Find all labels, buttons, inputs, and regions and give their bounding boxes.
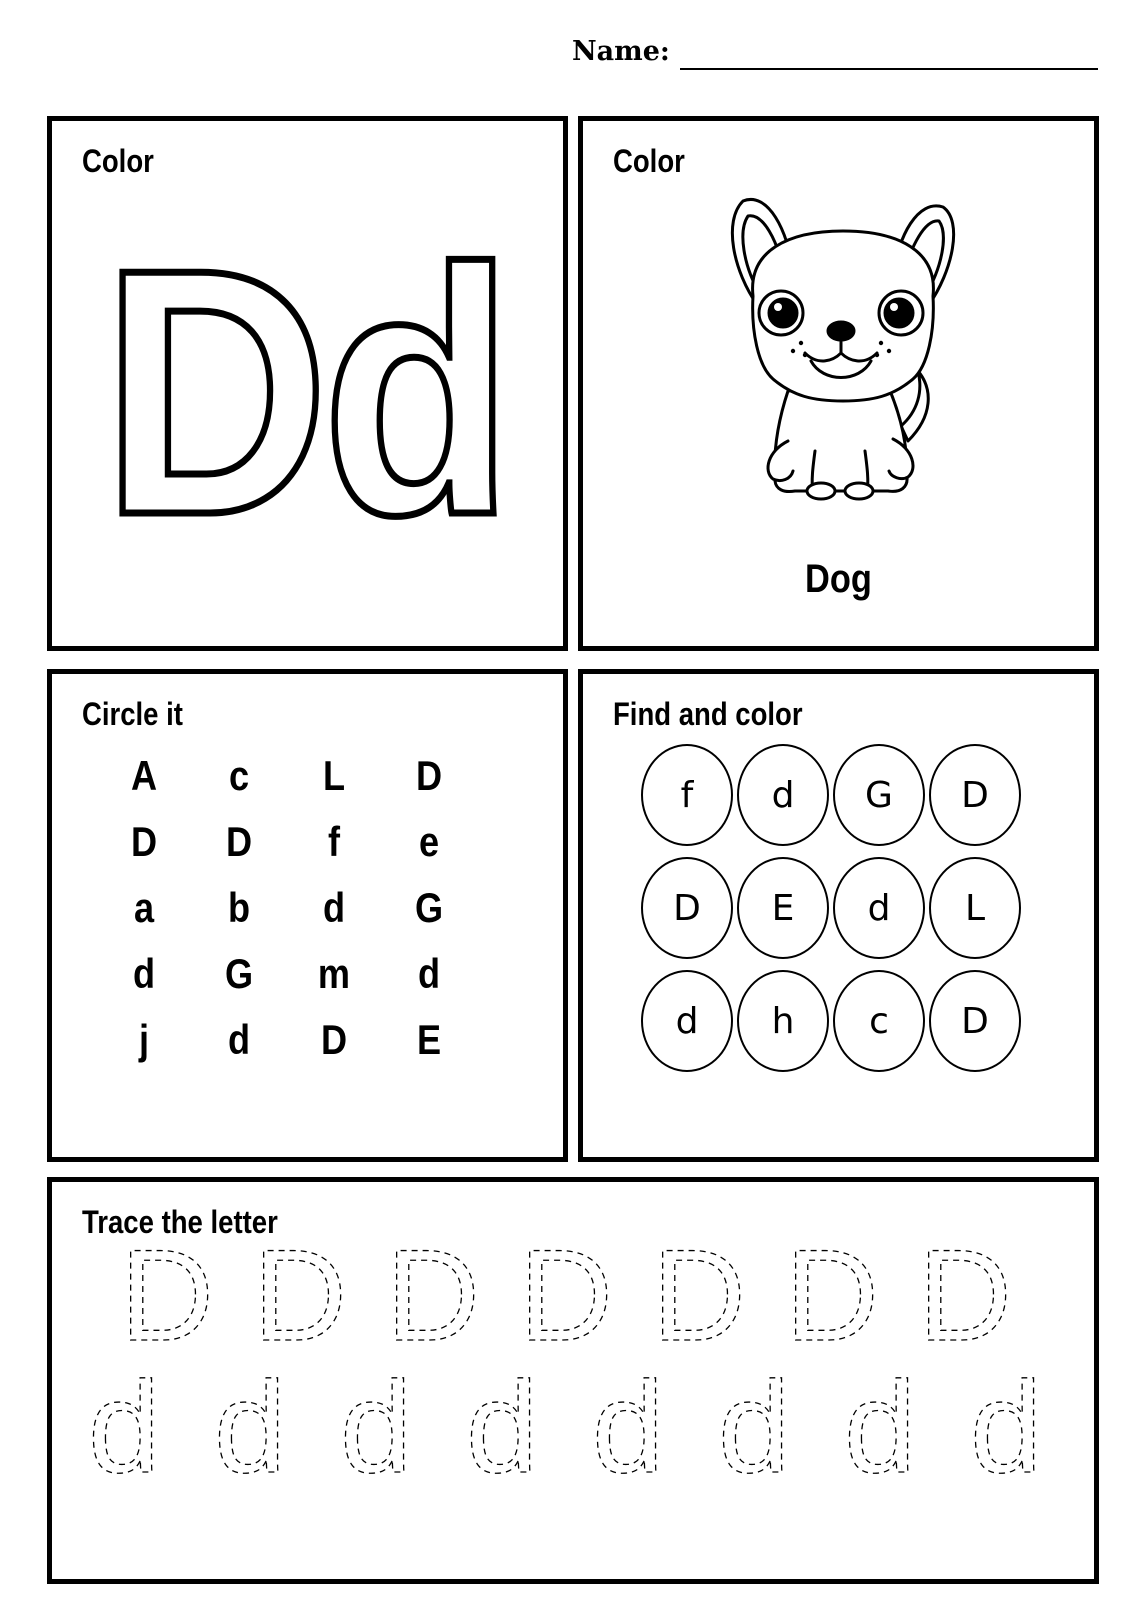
letter-bubble[interactable]: D bbox=[641, 857, 733, 959]
trace-lowercase-letter[interactable]: d bbox=[970, 1354, 1043, 1500]
circle-it-letter[interactable]: d bbox=[322, 884, 346, 931]
color-picture-title: Color bbox=[613, 143, 685, 179]
letter-bubble[interactable]: f bbox=[641, 744, 733, 846]
trace-uppercase-letter[interactable]: D bbox=[386, 1222, 480, 1368]
letter-bubble[interactable]: E bbox=[737, 857, 829, 959]
circle-it-letter[interactable]: f bbox=[327, 818, 341, 865]
name-label: Name: bbox=[572, 36, 670, 67]
trace-uppercase-letter[interactable]: D bbox=[120, 1222, 214, 1368]
trace-lowercase-letter[interactable]: d bbox=[718, 1354, 791, 1500]
trace-uppercase-letter[interactable]: D bbox=[918, 1222, 1012, 1368]
color-picture-panel bbox=[578, 116, 1099, 651]
trace-uppercase-letter[interactable]: D bbox=[652, 1222, 746, 1368]
circle-it-letter[interactable]: D bbox=[225, 818, 253, 865]
letter-bubble[interactable]: c bbox=[833, 970, 925, 1072]
circle-it-letter[interactable]: b bbox=[227, 884, 251, 931]
letters-Dd-outline: Dd bbox=[101, 196, 508, 588]
color-letter-title: Color bbox=[82, 143, 154, 179]
find-and-color-panel bbox=[578, 669, 1099, 1162]
letter-bubble[interactable]: h bbox=[737, 970, 829, 1072]
circle-it-letter[interactable]: D bbox=[320, 1016, 348, 1063]
circle-it-letter[interactable]: j bbox=[138, 1016, 150, 1063]
letter-bubble[interactable]: G bbox=[833, 744, 925, 846]
trace-uppercase-letter[interactable]: D bbox=[253, 1222, 347, 1368]
letter-bubble[interactable]: L bbox=[929, 857, 1021, 959]
trace-lowercase-letter[interactable]: d bbox=[592, 1354, 665, 1500]
trace-lowercase-letter[interactable]: d bbox=[88, 1354, 161, 1500]
trace-lowercase-letter[interactable]: d bbox=[466, 1354, 539, 1500]
trace-uppercase-letter[interactable]: D bbox=[519, 1222, 613, 1368]
circle-it-letter[interactable]: A bbox=[130, 752, 158, 799]
circle-it-letter[interactable]: D bbox=[130, 818, 158, 865]
circle-it-letter[interactable]: G bbox=[414, 884, 444, 931]
trace-letter-panel bbox=[47, 1177, 1099, 1584]
circle-it-letter[interactable]: G bbox=[224, 950, 254, 997]
circle-it-panel bbox=[47, 669, 568, 1162]
letter-bubble[interactable]: d bbox=[737, 744, 829, 846]
name-input-line[interactable] bbox=[680, 68, 1098, 70]
circle-it-letter[interactable]: d bbox=[417, 950, 441, 997]
circle-it-letter[interactable]: a bbox=[133, 884, 155, 931]
circle-it-letter[interactable]: E bbox=[416, 1016, 442, 1063]
circle-it-letter[interactable]: D bbox=[415, 752, 443, 799]
letter-bubble[interactable]: D bbox=[929, 744, 1021, 846]
find-and-color-title: Find and color bbox=[613, 696, 803, 732]
circle-it-letter[interactable]: c bbox=[228, 752, 250, 799]
dog-label: Dog bbox=[805, 557, 872, 601]
letter-bubble[interactable]: d bbox=[641, 970, 733, 1072]
letter-bubble[interactable]: d bbox=[833, 857, 925, 959]
circle-it-letter[interactable]: e bbox=[418, 818, 440, 865]
trace-lowercase-letter[interactable]: d bbox=[214, 1354, 287, 1500]
circle-it-title: Circle it bbox=[82, 696, 183, 732]
circle-it-letter[interactable]: d bbox=[227, 1016, 251, 1063]
trace-letter-title: Trace the letter bbox=[82, 1204, 278, 1240]
color-letter-panel bbox=[47, 116, 568, 651]
trace-uppercase-letter[interactable]: D bbox=[785, 1222, 879, 1368]
circle-it-letter[interactable]: d bbox=[132, 950, 156, 997]
circle-it-letter[interactable]: m bbox=[317, 950, 351, 997]
outlined-letters-Dd[interactable] bbox=[52, 121, 563, 646]
trace-lowercase-letter[interactable]: d bbox=[340, 1354, 413, 1500]
trace-letter-area[interactable] bbox=[52, 1182, 1094, 1579]
circle-it-letter[interactable]: L bbox=[322, 752, 346, 799]
trace-lowercase-letter[interactable]: d bbox=[844, 1354, 917, 1500]
letter-bubble[interactable]: D bbox=[929, 970, 1021, 1072]
